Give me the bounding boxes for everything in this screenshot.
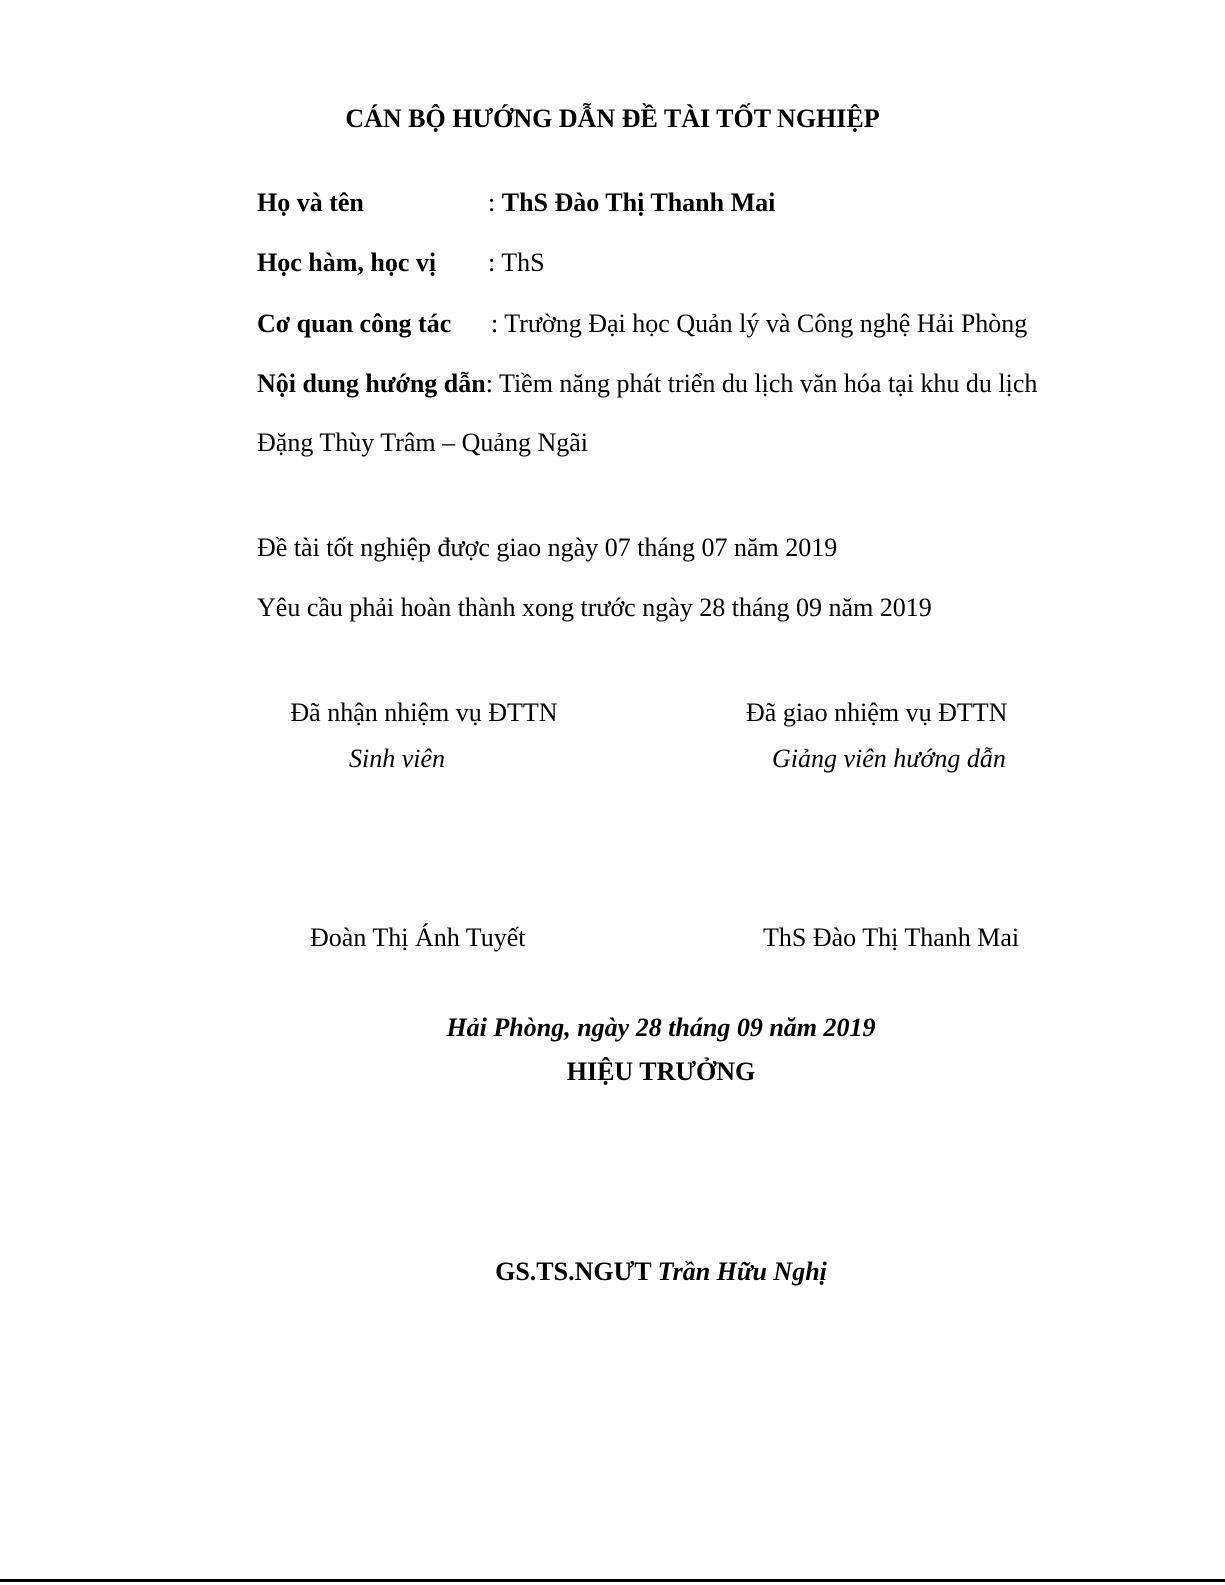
field-value-text: Trường Đại học Quản lý và Công nghệ Hải Phòng xyxy=(504,309,1028,338)
field-separator: : xyxy=(491,309,505,338)
rector-name: Trần Hữu Nghị xyxy=(657,1257,827,1286)
field-separator: : xyxy=(488,188,502,217)
field-value-text: ThS Đào Thị Thanh Mai xyxy=(501,188,776,217)
right-signature-caption: Đã giao nhiệm vụ ĐTTN xyxy=(746,698,1008,727)
page-bottom-rule xyxy=(0,1579,1225,1582)
rector-rank: GS.TS.NGƯT xyxy=(495,1257,658,1286)
content-value: : Tiềm năng phát triển du lịch văn hóa tại khu du lịch xyxy=(485,369,1038,398)
content-line-2: Đặng Thùy Trâm – Quảng Ngãi xyxy=(257,428,589,457)
field-label-workplace: Cơ quan công tác xyxy=(257,309,452,338)
content-line-1 xyxy=(257,369,1037,399)
left-signature-caption: Đã nhận nhiệm vụ ĐTTN xyxy=(290,698,558,727)
page-title: CÁN BỘ HƯỚNG DẪN ĐỀ TÀI TỐT NGHIỆP xyxy=(345,104,880,133)
right-signature-role: Giảng viên hướng dẫn xyxy=(772,744,1006,773)
content-label: Nội dung hướng dẫn xyxy=(257,369,486,398)
assigned-date: Đề tài tốt nghiệp được giao ngày 07 tháng 07 năm 2019 xyxy=(257,533,838,562)
place-and-date: Hải Phòng, ngày 28 tháng 09 năm 2019 xyxy=(446,1013,876,1042)
deadline-date: Yêu cầu phải hoàn thành xong trước ngày 28 tháng 09 năm 2019 xyxy=(257,593,932,622)
left-signature-name: Đoàn Thị Ánh Tuyết xyxy=(310,923,526,952)
field-value-workplace xyxy=(491,309,1027,339)
field-value-text: ThS xyxy=(501,248,545,277)
rector-name-line xyxy=(0,1257,1225,1287)
field-label-degree: Học hàm, học vị xyxy=(257,248,437,277)
rector-title: HIỆU TRƯỞNG xyxy=(566,1057,756,1086)
left-signature-role: Sinh viên xyxy=(348,744,446,773)
field-separator: : xyxy=(488,248,502,277)
field-value-degree xyxy=(488,248,545,278)
right-signature-name: ThS Đào Thị Thanh Mai xyxy=(763,923,1020,952)
field-label-name: Họ và tên xyxy=(257,188,364,217)
field-value-name xyxy=(488,188,775,218)
